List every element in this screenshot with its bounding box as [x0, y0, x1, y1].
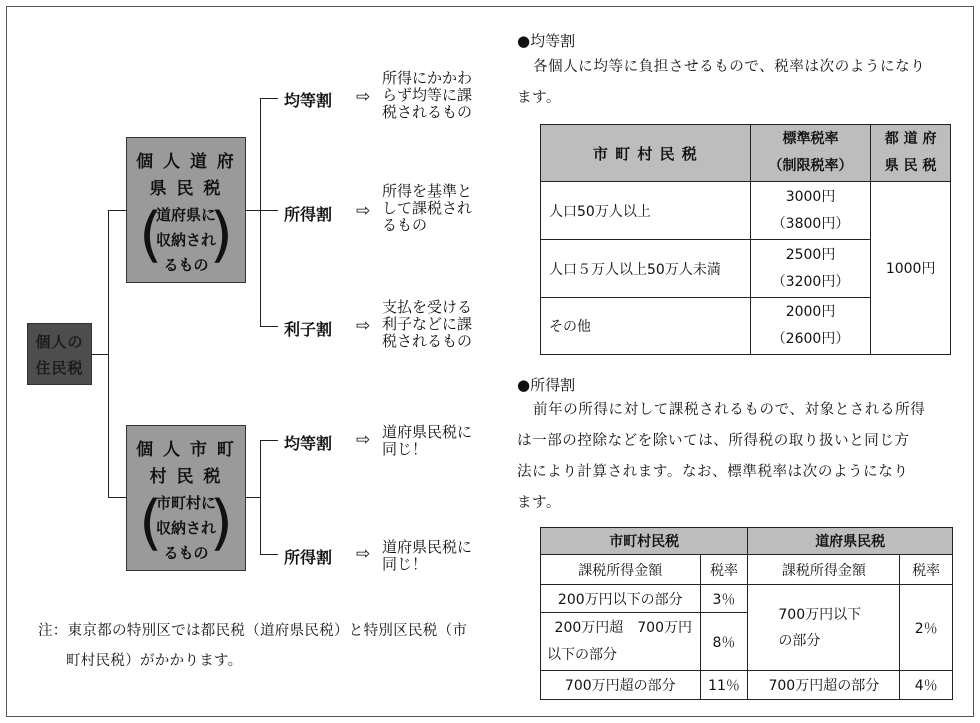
municipal-tax-box [126, 425, 246, 571]
section2-text [517, 395, 926, 519]
branch-label-income: 所得割 [284, 205, 333, 224]
table-header: 課税所得金額 [748, 555, 900, 585]
bullet-icon: ● [517, 376, 531, 394]
arrow-icon: ⇨ [356, 544, 371, 564]
footnote-line-1: 注：東京都の特別区では都民税（道府県民税）と特別区民税（市 [38, 623, 468, 639]
text-line: ます。 [517, 90, 562, 106]
desc-line: 所得にかかわ [382, 69, 473, 87]
table-cell: 8％ [700, 613, 748, 671]
income-rate-table [540, 527, 953, 700]
root-line-1: 個人の [35, 333, 84, 351]
table-cell [748, 585, 900, 671]
desc-line: 道府県民税に [382, 538, 473, 556]
desc-line: 同じ！ [382, 440, 428, 458]
branch-desc [382, 539, 472, 573]
branch-label-per-capita-municipal: 均等割 [284, 434, 333, 453]
prefectural-sub-1: 道府県に [155, 206, 216, 224]
branch-desc [382, 424, 472, 458]
arrow-icon: ⇨ [356, 201, 371, 221]
table-cell [750, 182, 871, 240]
table-cell: 人口50万人以上 [541, 182, 751, 240]
desc-line: るもの [382, 216, 428, 234]
prefectural-title-2: 県 民 税 [149, 179, 223, 199]
table-cell: 200万円以下の部分 [541, 585, 701, 613]
arrow-icon: ⇨ [356, 316, 371, 336]
header-line: 標準税率 [782, 131, 839, 147]
connector [108, 497, 126, 498]
desc-line: 利子などに課 [382, 315, 473, 333]
limit-value: （3800円） [771, 215, 850, 232]
right-paren: ) [209, 488, 233, 558]
connector [260, 554, 278, 555]
right-paren: ) [209, 200, 233, 270]
table-header: 市 町 村 民 税 [541, 125, 751, 182]
prefectural-tax-box [126, 137, 246, 283]
branch-desc [382, 70, 472, 121]
table-header: 税率 [900, 555, 953, 585]
municipal-sub-2: 収納され [155, 519, 216, 537]
header-line: （制限税率） [768, 158, 853, 174]
connector [260, 440, 278, 441]
branch-label-income-municipal: 所得割 [284, 548, 333, 567]
desc-line: 同じ！ [382, 555, 428, 573]
connector [260, 210, 278, 211]
table-cell: 700万円超の部分 [748, 671, 900, 700]
section1-text [517, 52, 926, 114]
table-cell: その他 [541, 298, 751, 355]
table-header [750, 125, 871, 182]
table-cell [750, 240, 871, 298]
cell-line: 700万円以下 [778, 606, 862, 623]
connector [108, 210, 126, 211]
left-paren: ( [139, 200, 163, 270]
section2-heading [517, 374, 575, 395]
desc-line: して課税され [382, 199, 473, 217]
desc-line: 道府県民税に [382, 423, 473, 441]
table-header [871, 125, 951, 182]
municipal-title-2: 村 民 税 [149, 467, 223, 487]
table-header: 道府県民税 [748, 528, 953, 555]
table-cell [541, 613, 701, 671]
limit-value: （3200円） [771, 273, 850, 290]
connector [260, 440, 261, 554]
desc-line: 支払を受ける [382, 298, 473, 316]
connector [92, 354, 108, 355]
branch-desc [382, 299, 472, 350]
left-paren: ( [139, 488, 163, 558]
limit-value: （2600円） [771, 331, 850, 347]
text-line: 各個人に均等に負担させるもので、税率は次のようになり [533, 59, 926, 75]
connector [260, 98, 278, 99]
root-line-2: 住民税 [35, 359, 84, 377]
cell-line: 以下の部分 [547, 646, 617, 663]
municipal-sub-1: 市町村に [155, 494, 216, 512]
table-row [541, 585, 953, 613]
cell-line: の部分 [778, 632, 821, 649]
prefectural-title-1: 個 人 道 府 [136, 152, 236, 172]
text-line: 法により計算されます。なお、標準税率は次のようになり [517, 464, 909, 480]
municipal-sub-3: るもの [163, 544, 209, 562]
prefectural-sub-3: るもの [163, 256, 209, 274]
table-cell [750, 298, 871, 355]
rate-value: 2500円 [785, 246, 836, 263]
prefectural-value-cell: 1000円 [871, 182, 951, 355]
desc-line: 税されるもの [382, 332, 473, 350]
connector [246, 497, 260, 498]
branch-label-interest: 利子割 [284, 320, 333, 339]
desc-line: らず均等に課 [382, 86, 473, 104]
text-line: 前年の所得に対して課税されるもので、対象とされる所得 [533, 402, 926, 418]
bullet-icon: ● [517, 32, 531, 50]
connector [260, 98, 261, 326]
table-cell: 700万円超の部分 [541, 671, 701, 700]
table-row [541, 671, 953, 700]
table-header: 課税所得金額 [541, 555, 701, 585]
connector [108, 210, 109, 498]
header-line: 都 道 府 [884, 131, 937, 147]
rate-value: 3000円 [785, 188, 836, 205]
arrow-icon: ⇨ [356, 87, 371, 107]
table-cell: 3％ [700, 585, 748, 613]
per-capita-rate-table [540, 124, 951, 355]
footnote [38, 616, 467, 676]
connector [260, 326, 278, 327]
section1-title: 均等割 [530, 32, 576, 50]
cell-line: 200万円超 700万円 [554, 619, 692, 636]
root-box [27, 323, 92, 385]
prefectural-sub-2: 収納され [155, 231, 216, 249]
table-row [541, 182, 951, 240]
footnote-line-2: 町村民税）がかかります。 [66, 653, 243, 669]
text-line: は一部の控除などを除いては、所得税の取り扱いと同じ方 [517, 433, 910, 449]
table-header: 税率 [700, 555, 748, 585]
table-header: 市町村民税 [541, 528, 748, 555]
header-line: 県 民 税 [884, 158, 937, 174]
table-cell: 人口５万人以上50万人未満 [541, 240, 751, 298]
rate-value: 2000円 [785, 304, 836, 320]
section1-heading [517, 30, 575, 51]
section2-title: 所得割 [530, 376, 576, 394]
connector [246, 210, 260, 211]
branch-label-per-capita: 均等割 [284, 91, 333, 110]
arrow-icon: ⇨ [356, 430, 371, 450]
municipal-title-1: 個 人 市 町 [136, 440, 236, 460]
branch-desc [382, 183, 472, 234]
table-cell: 4％ [900, 671, 953, 700]
desc-line: 所得を基準と [382, 182, 473, 200]
table-cell: 11％ [700, 671, 748, 700]
table-cell: 2％ [900, 585, 953, 671]
desc-line: 税されるもの [382, 103, 473, 121]
text-line: ます。 [517, 495, 562, 511]
